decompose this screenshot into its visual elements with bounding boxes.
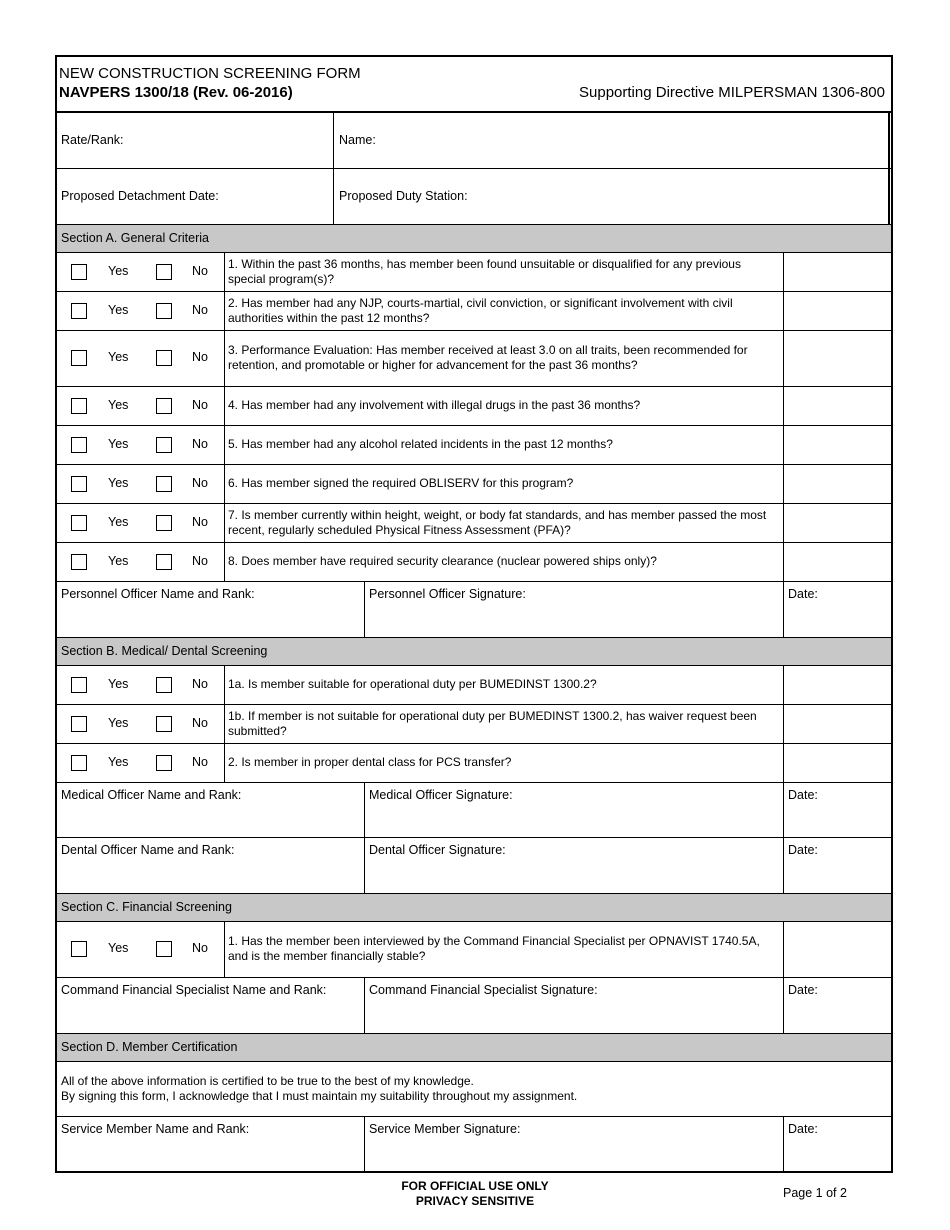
a8-yes-label: Yes <box>108 554 129 568</box>
a3-question: 3. Performance Evaluation: Has member received at least 3.0 on all traits, been recommended for retention, and promotable or higher for advancement for the past 36 months? <box>228 343 748 372</box>
dental-officer-date-label: Date: <box>788 843 818 857</box>
c1-no-label: No <box>192 941 208 955</box>
b2-question: 2. Is member in proper dental class for PCS transfer? <box>228 755 512 769</box>
section-a-header: Section A. General Criteria <box>57 225 891 252</box>
service-member-sig-label: Service Member Signature: <box>369 1122 521 1136</box>
rate-rank-field[interactable] <box>57 113 333 168</box>
c1-yes-label: Yes <box>108 941 129 955</box>
a8-no-checkbox[interactable] <box>156 554 172 570</box>
a1-question: 1. Within the past 36 months, has member been found unsuitable or disqualified for any previous special program(s)? <box>228 257 741 286</box>
a1-yes-label: Yes <box>108 264 129 278</box>
c1-no-checkbox[interactable] <box>156 941 172 957</box>
a5-question: 5. Has member had any alcohol related incidents in the past 12 months? <box>228 437 613 451</box>
cfs-sig-label: Command Financial Specialist Signature: <box>369 983 598 997</box>
a4-question: 4. Has member had any involvement with illegal drugs in the past 36 months? <box>228 398 641 412</box>
directive: Supporting Directive MILPERSMAN 1306-800 <box>579 84 885 101</box>
a2-no-label: No <box>192 303 208 317</box>
section-c-header: Section C. Financial Screening <box>57 894 891 921</box>
c1-yes-checkbox[interactable] <box>71 941 87 957</box>
dental-officer-name-label: Dental Officer Name and Rank: <box>61 843 235 857</box>
a2-no-checkbox[interactable] <box>156 303 172 319</box>
rate-rank-label: Rate/Rank: <box>61 133 124 147</box>
personnel-officer-sig-label: Personnel Officer Signature: <box>369 587 526 601</box>
form-title: NEW CONSTRUCTION SCREENING FORM <box>59 65 361 82</box>
form-frame <box>55 55 893 1173</box>
a5-yes-checkbox[interactable] <box>71 437 87 453</box>
c1-question: 1. Has the member been interviewed by the Command Financial Specialist per OPNAVIST 1740.5A, and is the member financially stable? <box>228 934 760 963</box>
a6-yes-checkbox[interactable] <box>71 476 87 492</box>
a8-no-label: No <box>192 554 208 568</box>
a6-no-checkbox[interactable] <box>156 476 172 492</box>
detach-date-label: Proposed Detachment Date: <box>61 189 219 203</box>
a5-yes-label: Yes <box>108 437 129 451</box>
medical-officer-date-label: Date: <box>788 788 818 802</box>
b1b-no-checkbox[interactable] <box>156 716 172 732</box>
section-b-header: Section B. Medical/ Dental Screening <box>57 638 891 665</box>
a2-yes-label: Yes <box>108 303 129 317</box>
a1-yes-checkbox[interactable] <box>71 264 87 280</box>
detach-date-field[interactable] <box>57 169 333 224</box>
name-label: Name: <box>339 133 376 147</box>
a1-no-label: No <box>192 264 208 278</box>
b1a-no-label: No <box>192 677 208 691</box>
a3-no-label: No <box>192 350 208 364</box>
a6-yes-label: Yes <box>108 476 129 490</box>
cfs-name-label: Command Financial Specialist Name and Rank: <box>61 983 327 997</box>
fouo-label: FOR OFFICIAL USE ONLY <box>401 1179 549 1193</box>
b2-no-checkbox[interactable] <box>156 755 172 771</box>
medical-officer-sig-label: Medical Officer Signature: <box>369 788 513 802</box>
b1b-question: 1b. If member is not suitable for operational duty per BUMEDINST 1300.2, has waiver request been submitted? <box>228 709 757 738</box>
personnel-officer-date-label: Date: <box>788 587 818 601</box>
a5-no-checkbox[interactable] <box>156 437 172 453</box>
dental-officer-sig-label: Dental Officer Signature: <box>369 843 506 857</box>
a5-no-label: No <box>192 437 208 451</box>
section-d-header: Section D. Member Certification <box>57 1034 891 1061</box>
a4-no-label: No <box>192 398 208 412</box>
a3-yes-label: Yes <box>108 350 129 364</box>
b2-no-label: No <box>192 755 208 769</box>
a7-yes-checkbox[interactable] <box>71 515 87 531</box>
a7-no-checkbox[interactable] <box>156 515 172 531</box>
certification-line-2: By signing this form, I acknowledge that I must maintain my suitability throughout my assignment. <box>61 1089 578 1103</box>
a4-no-checkbox[interactable] <box>156 398 172 414</box>
b1a-question: 1a. Is member suitable for operational duty per BUMEDINST 1300.2? <box>228 677 597 691</box>
a7-yes-label: Yes <box>108 515 129 529</box>
a2-yes-checkbox[interactable] <box>71 303 87 319</box>
b1b-yes-label: Yes <box>108 716 129 730</box>
service-member-name-label: Service Member Name and Rank: <box>61 1122 250 1136</box>
form-id: NAVPERS 1300/18 (Rev. 06-2016) <box>59 84 293 101</box>
a4-yes-checkbox[interactable] <box>71 398 87 414</box>
duty-station-field[interactable] <box>334 169 887 224</box>
b2-yes-checkbox[interactable] <box>71 755 87 771</box>
name-field[interactable] <box>334 113 887 168</box>
a4-yes-label: Yes <box>108 398 129 412</box>
service-member-date-label: Date: <box>788 1122 818 1136</box>
certification-line-1: All of the above information is certified to be true to the best of my knowledge. <box>61 1074 474 1088</box>
b1a-yes-label: Yes <box>108 677 129 691</box>
b2-yes-label: Yes <box>108 755 129 769</box>
privacy-label: PRIVACY SENSITIVE <box>415 1194 535 1208</box>
a8-question: 8. Does member have required security clearance (nuclear powered ships only)? <box>228 554 657 568</box>
a3-no-checkbox[interactable] <box>156 350 172 366</box>
cfs-date-label: Date: <box>788 983 818 997</box>
b1b-no-label: No <box>192 716 208 730</box>
a7-question: 7. Is member currently within height, weight, or body fat standards, and has member passed the most recent, regularly scheduled Physical Fitness Assessment (PFA)? <box>228 508 767 537</box>
a8-yes-checkbox[interactable] <box>71 554 87 570</box>
a1-no-checkbox[interactable] <box>156 264 172 280</box>
duty-station-label: Proposed Duty Station: <box>339 189 468 203</box>
b1a-no-checkbox[interactable] <box>156 677 172 693</box>
a6-question: 6. Has member signed the required OBLISERV for this program? <box>228 476 574 490</box>
b1b-yes-checkbox[interactable] <box>71 716 87 732</box>
page-number: Page 1 of 2 <box>783 1186 847 1200</box>
a3-yes-checkbox[interactable] <box>71 350 87 366</box>
personnel-officer-name-label: Personnel Officer Name and Rank: <box>61 587 255 601</box>
a6-no-label: No <box>192 476 208 490</box>
a2-question: 2. Has member had any NJP, courts-martial, civil conviction, or significant involvement with civil authorities within the past 12 months? <box>228 296 733 325</box>
medical-officer-name-label: Medical Officer Name and Rank: <box>61 788 242 802</box>
a7-no-label: No <box>192 515 208 529</box>
b1a-yes-checkbox[interactable] <box>71 677 87 693</box>
